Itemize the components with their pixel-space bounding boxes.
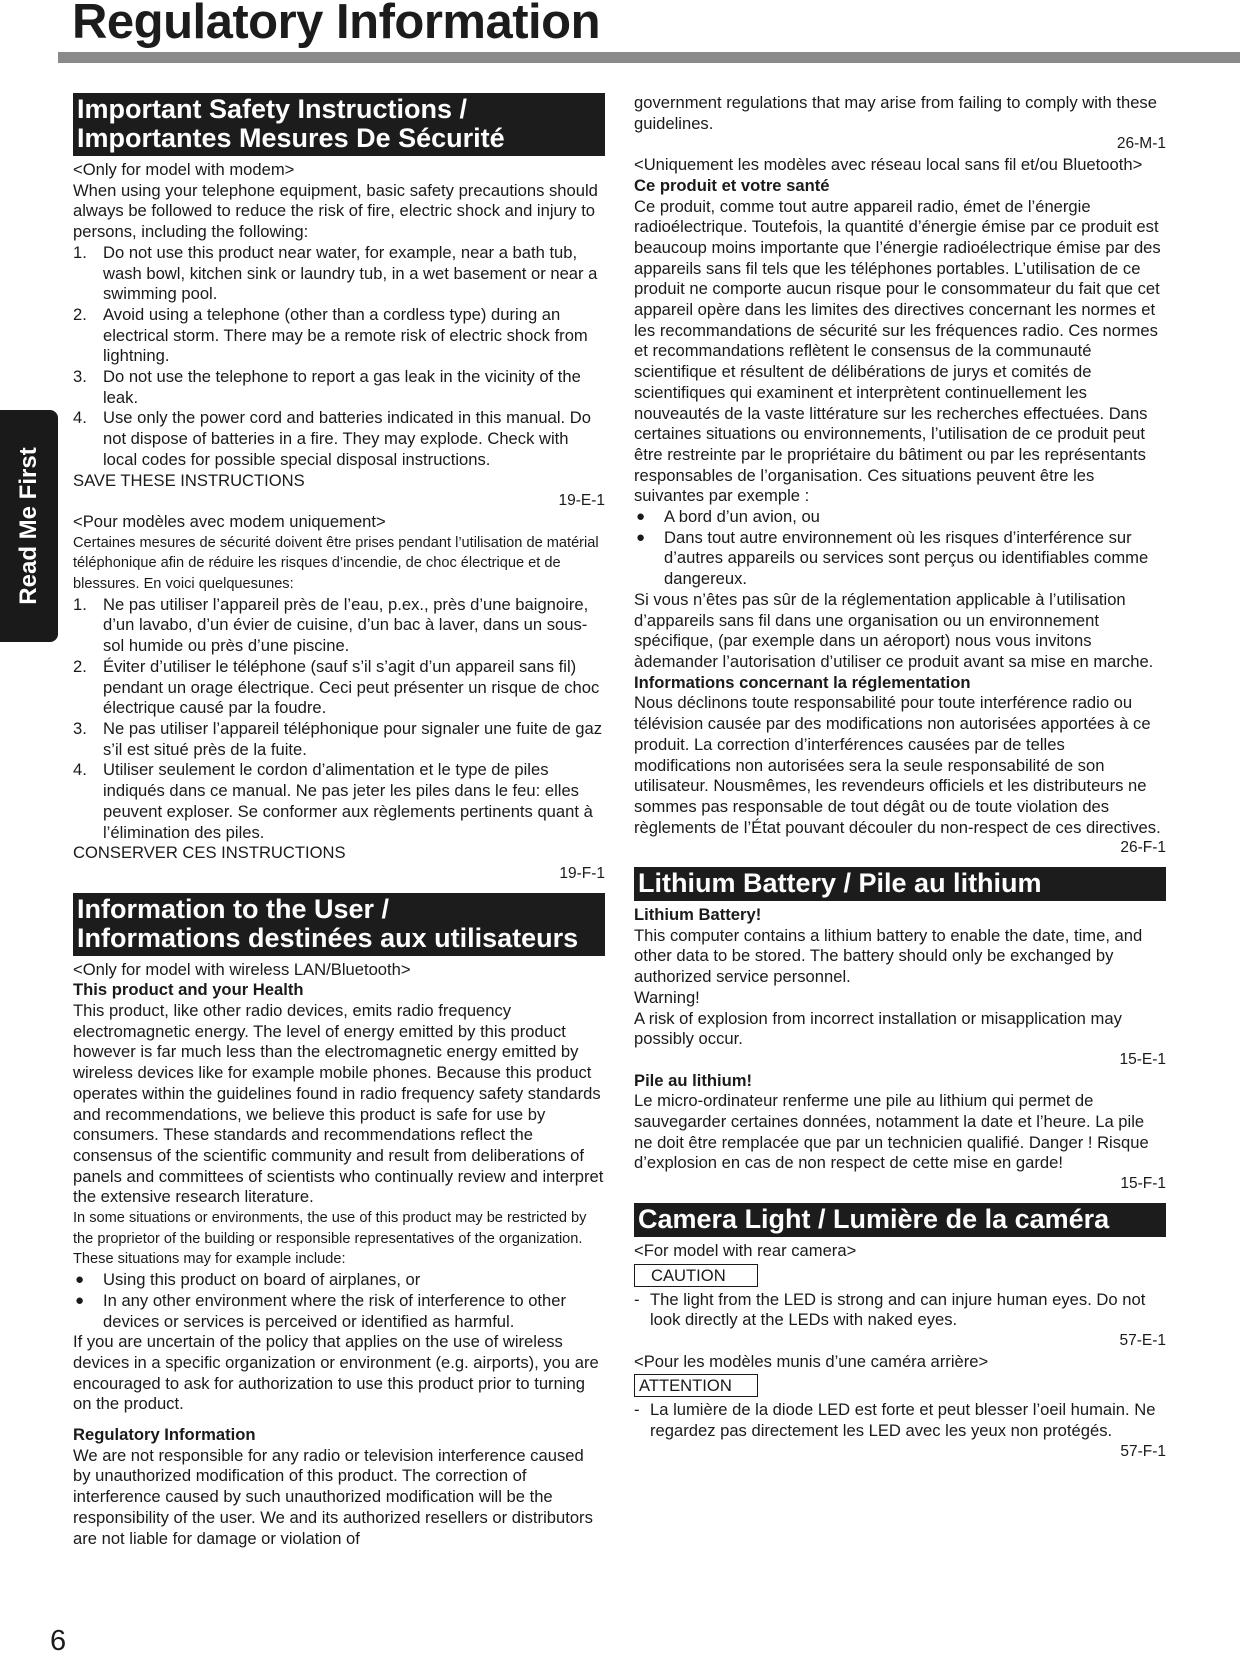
dash-icon: - <box>634 1289 640 1309</box>
lithium-heading: Lithium Battery / Pile au lithium <box>634 867 1166 901</box>
list-number: 1. <box>73 242 87 262</box>
list-item <box>634 1290 1166 1331</box>
fr-health-title: Ce produit et votre santé <box>634 175 830 195</box>
list-text: Do not use the telephone to report a gas leak in the vicinity of the leak. <box>103 367 581 407</box>
user-info-heading-line1: Information to the User / <box>77 893 390 924</box>
lithium-fr-ref: 15-F-1 <box>1120 1175 1166 1193</box>
safety-fr-tag: <Pour modèles avec modem uniquement> <box>73 511 386 531</box>
health-title: This product and your Health <box>73 980 304 1000</box>
fr-reg-ref: 26-F-1 <box>1120 839 1166 857</box>
list-item <box>73 595 605 657</box>
list-number: 2. <box>73 656 87 676</box>
list-text: Use only the power cord and batteries indicated in this manual. Do not dispose of batteries in a fire. They may explode. Check with local codes for possible special disposal instructions. <box>103 408 591 469</box>
safety-en-ref: 19-E-1 <box>558 492 605 510</box>
user-info-tag: <Only for model with wireless LAN/Bluetooth> <box>73 959 411 979</box>
list-text: Do not use this product near water, for example, near a bath tub, wash bowl, kitchen sink or laundry tub, in a wet basement or near a swimming pool. <box>103 242 598 304</box>
safety-heading <box>73 93 605 156</box>
reg-title: Regulatory Information <box>73 1425 256 1445</box>
camera-en-ref: 57-E-1 <box>1119 1331 1166 1349</box>
list-text: Ne pas utiliser l’appareil près de l’eau, p.ex., près d’une baignoire, d’un lavabo, d’un évier de cuisine, d’un bac à laver, dans un sous-sol humide ou près d’une piscine. <box>103 594 589 656</box>
list-item <box>73 367 605 408</box>
side-tab <box>0 410 58 642</box>
safety-heading-line1: Important Safety Instructions / <box>77 94 468 124</box>
camera-heading: Camera Light / Lumière de la caméra <box>634 1203 1166 1237</box>
bullet-icon: ● <box>636 528 646 546</box>
lithium-fr-body: Le micro-ordinateur renferme une pile au lithium qui permet de sauvegarder certaines données, notamment la date et l’heure. La pile ne doit être remplacée que par un technicien qualifié. Danger ! Risque d’explosion en cas de non respect de cette mise en garde! <box>634 1091 1149 1173</box>
safety-fr-list <box>73 595 605 843</box>
camera-fr-tag: <Pour les modèles munis d’une caméra arrière> <box>634 1351 989 1371</box>
list-item <box>73 305 605 367</box>
list-number: 3. <box>73 367 87 387</box>
dash-icon: - <box>634 1400 640 1420</box>
list-number: 3. <box>73 718 87 738</box>
spacer <box>73 1415 605 1425</box>
fr-uncertain: Si vous n’êtes pas sûr de la réglementation applicable à l’utilisation d’appareils sans fil dans une organisation ou un environnement spécifique, (par exemple dans un aéroport) nous vous invitons àdemander l’autorisation d’utiliser ce produit avant sa mise en marche. <box>634 589 1154 671</box>
safety-fr-save: CONSERVER CES INSTRUCTIONS <box>73 843 346 863</box>
lithium-en-warning-body: A risk of explosion from incorrect installation or misapplication may possibly occur. <box>634 1008 1122 1049</box>
page-title: Regulatory Information <box>72 0 601 49</box>
list-item <box>73 1291 605 1332</box>
bullet-icon: ● <box>75 1271 85 1289</box>
left-column <box>73 93 605 1549</box>
list-text: Éviter d’utiliser le téléphone (sauf s’il s’agit d’un appareil sans fil) pendant un orage électrique. Ceci peut présenter un risque de choc électrique causé par la foudre. <box>103 656 600 718</box>
caution-label: CAUTION <box>634 1264 758 1287</box>
page-number: 6 <box>50 1625 67 1657</box>
list-text: Dans tout autre environnement où les risques d’interférence sur d’autres appareils ou services sont perçus ou identifiables comme dangereux. <box>664 527 1149 589</box>
list-number: 4. <box>73 408 87 428</box>
bullet-icon: ● <box>75 1291 85 1309</box>
list-text: Ne pas utiliser l’appareil téléphonique pour signaler une fuite de gaz s’il est situé près de la fuite. <box>103 718 603 759</box>
lithium-en-warning: Warning! <box>634 987 700 1007</box>
list-item <box>73 657 605 719</box>
safety-en-intro: When using your telephone equipment, basic safety precautions should always be followed to reduce the risk of fire, electric shock and injury to persons, including the following: <box>73 180 598 242</box>
attention-label: ATTENTION <box>634 1374 758 1397</box>
list-number: 4. <box>73 760 87 780</box>
list-item <box>634 507 1166 528</box>
camera-fr-ref: 57-F-1 <box>1120 1442 1166 1460</box>
list-text: A bord d’un avion, ou <box>664 507 820 527</box>
list-item <box>73 760 605 843</box>
lithium-en-body: This computer contains a lithium battery to enable the date, time, and other data to be stored. The battery should only be exchanged by authorized service personnel. <box>634 925 1143 987</box>
list-text: In any other environment where the risk of interference to other devices or services is perceived or identified as harmful. <box>103 1290 567 1331</box>
side-tab-label: Read Me First <box>15 447 42 605</box>
bullet-icon: ● <box>636 508 646 526</box>
reg-body: We are not responsible for any radio or television interference caused by unauthorized modification of this product. The correction of interference caused by such unauthorized modification will be the responsibility of the user. We and its authorized resellers or distributors are not liable for damage or violation of <box>73 1445 593 1548</box>
camera-en-list <box>634 1290 1166 1331</box>
lithium-fr-title: Pile au lithium! <box>634 1070 753 1090</box>
safety-fr-intro: Certaines mesures de sécurité doivent être prises pendant l’utilisation de matérial téléphonique afin de réduire les risques d’incendie, de choc électrique et de blessures. En voici quelquesunes: <box>73 534 599 593</box>
list-item <box>73 1270 605 1291</box>
safety-fr-ref: 19-F-1 <box>559 864 605 882</box>
camera-en-tag: <For model with rear camera> <box>634 1240 857 1260</box>
title-rule <box>58 52 1240 63</box>
user-info-heading <box>73 893 605 956</box>
list-number: 1. <box>73 594 87 614</box>
safety-en-tag: <Only for model with modem> <box>73 160 295 179</box>
list-text: Avoid using a telephone (other than a cordless type) during an electrical storm. There may be a remote risk of electric shock from lightning. <box>103 304 588 366</box>
fr-reg-body: Nous déclinons toute responsabilité pour toute interférence radio ou télévision causée par des modifications non autorisées apportées à ce produit. La correction d’interférences causées par de telles modifications non autorisées sera la seule responsabilité de son utilisateur. Nousmêmes, les revendeurs officiels et les distributeurs ne sommes pas responsable de tout dégât ou de toute violation des règlements de l’État pouvant découler du non-respect de ces directives. <box>634 693 1161 837</box>
fr-situations-list <box>634 507 1166 590</box>
lithium-en-title: Lithium Battery! <box>634 905 762 925</box>
fr-reg-title: Informations concernant la réglementation <box>634 672 971 692</box>
list-text: Using this product on board of airplanes, or <box>103 1270 421 1290</box>
list-item <box>73 719 605 760</box>
situations-text: In some situations or environments, the use of this product may be restricted by the proprietor of the building or responsible representatives of the organization. These situations may for example include: <box>73 1210 587 1268</box>
list-text: La lumière de la diode LED est forte et peut blesser l’oeil humain. Ne regardez pas directement les LED avec les yeux non protégés. <box>650 1400 1156 1441</box>
user-info-heading-line2: Informations destinées aux utilisateurs <box>77 922 579 953</box>
reg-continued: government regulations that may arise from failing to comply with these guidelines. <box>634 93 1157 133</box>
health-body: This product, like other radio devices, emits radio frequency electromagnetic energy. The level of energy emitted by this product however is far much less than the electromagnetic energy emitted by wireless devices like for example mobile phones. Because this product operates within the guidelines found in radio frequency safety standards and recommendations, we believe this product is safe for use by consumers. These standards and recommendations reflect the consensus of the scientific community and result from deliberations of panels and committees of scientists who continually review and interpret the extensive research literature. <box>73 1001 604 1207</box>
safety-en-list <box>73 243 605 471</box>
fr-tag: <Uniquement les modèles avec réseau local sans fil et/ou Bluetooth> <box>634 155 1143 175</box>
list-item <box>73 408 605 470</box>
right-column <box>634 93 1166 1462</box>
reg-ref: 26-M-1 <box>1116 135 1166 153</box>
fr-health-body: Ce produit, comme tout autre appareil radio, émet de l’énergie radioélectrique. Toutefois, la quantité d’énergie émise par ce produit est beaucoup moins importante que l’énergie radioélectrique émise par des appareils sans fil tels que les téléphones portables. L’utilisation de ce produit ne comporte aucun risque pour le consommateur du fait que cet appareil opère dans les limites des directives concernant les normes et les recommandations de sécurité sur les fréquences radio. Ces normes et recommandations reflètent le consensus de la communauté scientifique et résultent de délibérations de jurys et comités de scientifiques qui examinent et interprètent continuellement les nouveautés de la vaste littérature sur les recherches effectuées. Dans certaines situations ou environnements, l’utilisation de ce produit peut être restreinte par le propriétaire du bâtiment ou par les représentants responsables de l’organisation. Ces situations peuvent être les suivantes par exemple : <box>634 196 1161 506</box>
uncertain-text: If you are uncertain of the policy that applies on the use of wireless devices in a specific organization or environment (e.g. airports), you are encouraged to ask for authorization to use this product prior to turning on the product. <box>73 1332 599 1414</box>
situations-list <box>73 1270 605 1332</box>
list-text: Utiliser seulement le cordon d’alimentation et le type de piles indiqués dans ce manual. Ne pas jeter les piles dans le feu: elles peuvent exploser. Se conformer aux règlements pertinents quant à l’élimination des piles. <box>103 760 593 842</box>
safety-heading-line2: Importantes Mesures De Sécurité <box>77 123 505 153</box>
list-item <box>634 1400 1166 1441</box>
safety-en-save: SAVE THESE INSTRUCTIONS <box>73 470 305 490</box>
lithium-en-ref: 15-E-1 <box>1119 1050 1166 1068</box>
list-number: 2. <box>73 304 87 324</box>
list-item <box>634 528 1166 590</box>
camera-fr-list <box>634 1400 1166 1441</box>
list-text: The light from the LED is strong and can injure human eyes. Do not look directly at the LEDs with naked eyes. <box>650 1289 1146 1330</box>
list-item <box>73 243 605 305</box>
